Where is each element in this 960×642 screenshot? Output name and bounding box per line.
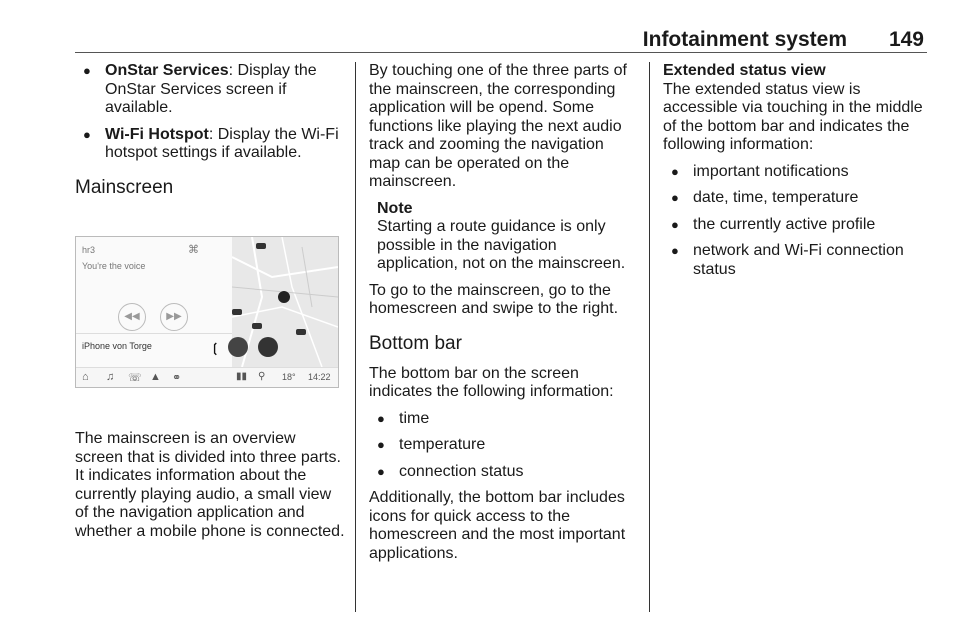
paragraph: The mainscreen is an overview screen that is divided into three parts. It indicates information about the currently playing audio, a small view of the navigation application and whether a mobile phone is connected. — [75, 430, 345, 540]
list-item: ● important notifications — [663, 163, 933, 182]
list-item: ● Wi-Fi Hotspot: Display the Wi-Fi hotspot settings if available. — [75, 126, 345, 163]
navigation-map — [232, 237, 338, 367]
phone-name: iPhone von Torge — [82, 341, 152, 351]
clock: 14:22 — [308, 372, 331, 382]
map-marker — [252, 323, 262, 329]
list-item: ● temperature — [369, 436, 639, 455]
signal-icon: ▮▮ — [236, 371, 248, 382]
column-3 — [663, 62, 933, 287]
map-marker — [296, 329, 306, 335]
prev-track-icon: ◀◀ — [118, 303, 146, 331]
column-1 — [75, 62, 345, 209]
audio-source: hr3 — [82, 245, 96, 255]
note — [369, 200, 639, 274]
next-track-icon: ▶▶ — [160, 303, 188, 331]
paragraph: By touching one of the three parts of the mainscreen, the corresponding application will be opend. Some functions like playing the next audio track and zooming the navigation map can be operated on the mainscreen. — [369, 62, 627, 190]
audio-track: You're the voice — [82, 261, 146, 271]
heading-extended-status: Extended status view — [663, 62, 826, 79]
navigation-icon: ▲ — [150, 371, 161, 383]
zoom-out-icon — [228, 337, 248, 357]
list-item: ● time — [369, 410, 639, 429]
phone-icon: ☏ — [128, 372, 142, 384]
temperature: 18° — [282, 372, 296, 382]
location-icon: ⚲ — [258, 371, 266, 382]
paragraph: The extended status view is accessible via touching in the middle of the bottom bar and indicates the following information: — [663, 80, 923, 153]
page-number: 149 — [888, 28, 924, 51]
list-item: ● date, time, temperature — [663, 189, 933, 208]
note-text: Starting a route guidance is only possible in the navigation application, not on the mainscreen. — [377, 218, 626, 272]
list-item: ● OnStar Services: Display the OnStar Services screen if available. — [75, 62, 345, 118]
home-icon: ⌂ — [82, 371, 89, 383]
map-marker — [256, 243, 266, 249]
paragraph: The bottom bar on the screen indicates the following information: — [369, 364, 614, 400]
antenna-icon: ⌘ — [188, 244, 199, 256]
mainscreen-screenshot — [75, 236, 339, 388]
projection-icon: ⚭ — [172, 372, 182, 384]
info-icon — [258, 337, 278, 357]
note-title: Note — [377, 199, 413, 217]
heading-mainscreen: Mainscreen — [75, 176, 174, 198]
audio-pane — [76, 237, 232, 367]
map-marker — [232, 309, 242, 315]
location-pin-icon — [278, 291, 290, 303]
list-item: ● connection status — [369, 463, 639, 482]
column-2 — [369, 62, 639, 571]
page-header — [75, 20, 927, 53]
paragraph: Additionally, the bottom bar includes icons for quick access to the homescreen and the most important applications. — [369, 489, 626, 562]
list-item: ● the currently active profile — [663, 216, 933, 235]
column-1-lower — [75, 430, 345, 549]
heading-bottom-bar: Bottom bar — [369, 332, 462, 354]
paragraph: To go to the mainscreen, go to the homescreen and swipe to the right. — [369, 281, 619, 317]
section-title: Infotainment system — [642, 28, 847, 51]
bottom-bar — [76, 367, 338, 388]
phone-icon: ❲ — [210, 341, 221, 355]
column-divider — [649, 62, 650, 612]
list-item: ● network and Wi-Fi connection status — [663, 242, 933, 279]
pane-divider — [76, 333, 232, 334]
column-divider — [355, 62, 356, 612]
music-icon: ♫ — [106, 371, 115, 383]
